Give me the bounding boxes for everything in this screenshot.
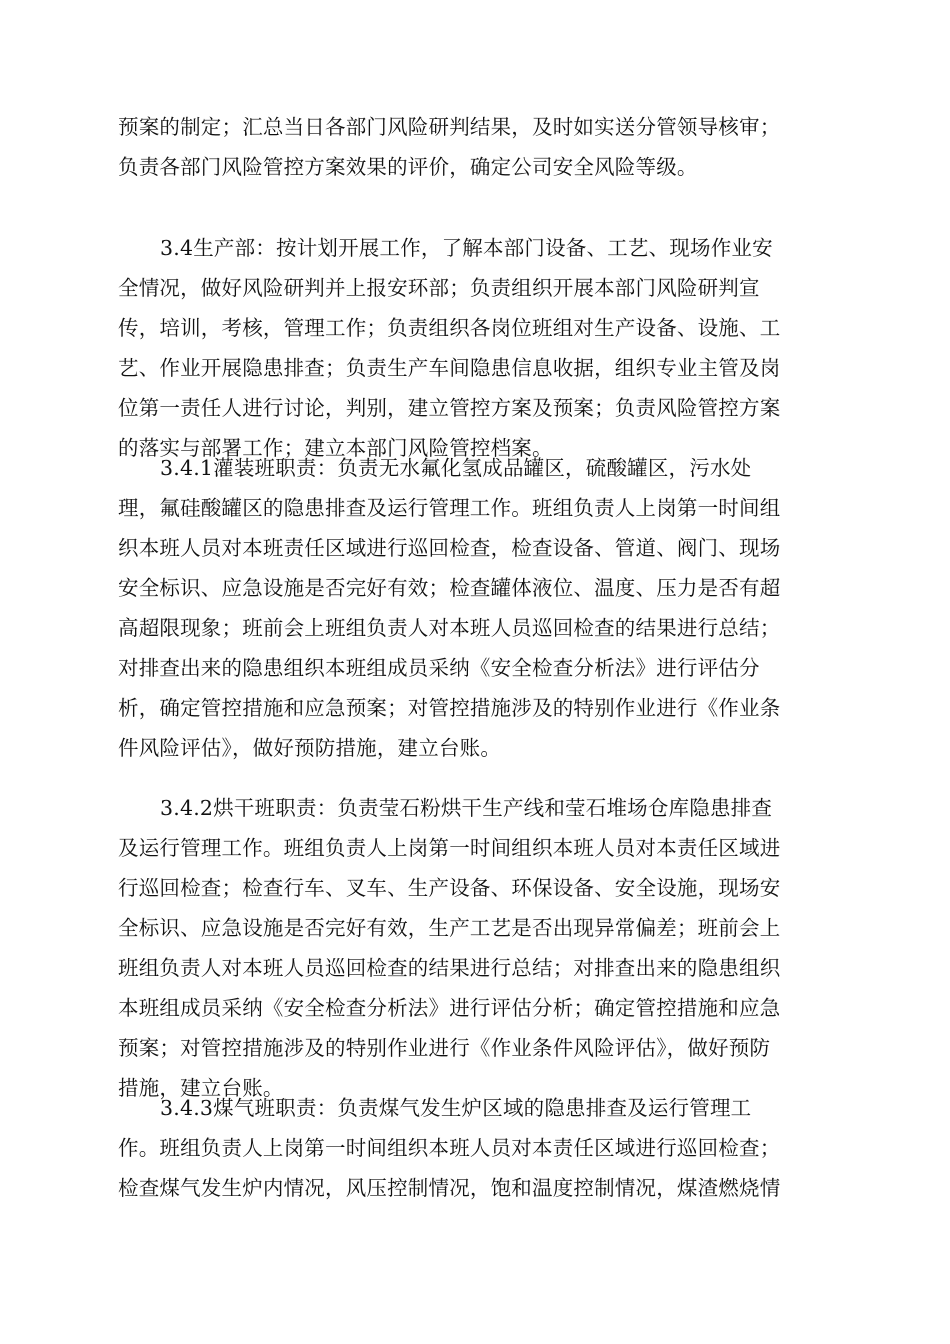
text-line: 措施，建立台账。 (118, 1076, 284, 1100)
text-line: 及运行管理工作。班组负责人上岗第一时间组织本班人员对本责任区域进 (118, 836, 781, 860)
text-line: 位第一责任人进行讨论，判别，建立管控方案及预案；负责风险管控方案 (118, 396, 781, 420)
text-line: 高超限现象；班前会上班组负责人对本班人员巡回检查的结果进行总结； (118, 616, 781, 640)
text-line: 本班组成员采纳《安全检查分析法》进行评估分析；确定管控措施和应急 (118, 996, 781, 1020)
text-line: 全标识、应急设施是否完好有效，生产工艺是否出现异常偏差；班前会上 (118, 916, 781, 940)
text-line: 3.4.2烘干班职责：负责莹石粉烘干生产线和莹石堆场仓库隐患排查 (160, 796, 773, 820)
paragraph-gas-team (118, 1088, 838, 1208)
text-line: 3.4.3煤气班职责：负责煤气发生炉区域的隐患排查及运行管理工 (160, 1096, 752, 1120)
paragraph-drying-team (118, 788, 838, 1108)
paragraph-plan-summary (118, 107, 838, 187)
text-line: 件风险评估》，做好预防措施，建立台账。 (118, 736, 502, 760)
text-line: 检查煤气发生炉内情况，风压控制情况，饱和温度控制情况，煤渣燃烧情 (118, 1176, 781, 1200)
text-line: 3.4生产部：按计划开展工作，了解本部门设备、工艺、现场作业安 (160, 236, 773, 260)
text-line: 传，培训，考核，管理工作；负责组织各岗位班组对生产设备、设施、工 (118, 316, 781, 340)
text-line: 对排查出来的隐患组织本班组成员采纳《安全检查分析法》进行评估分 (118, 656, 760, 680)
text-line: 3.4.1灌装班职责：负责无水氟化氢成品罐区，硫酸罐区，污水处 (160, 456, 752, 480)
text-line: 析，确定管控措施和应急预案；对管控措施涉及的特别作业进行《作业条 (118, 696, 781, 720)
text-line: 全情况，做好风险研判并上报安环部；负责组织开展本部门风险研判宣 (118, 276, 760, 300)
text-line: 负责各部门风险管控方案效果的评价，确定公司安全风险等级。 (118, 155, 698, 179)
text-line: 艺、作业开展隐患排查；负责生产车间隐患信息收据，组织专业主管及岗 (118, 356, 781, 380)
text-line: 织本班人员对本班责任区域进行巡回检查，检查设备、管道、阀门、现场 (118, 536, 781, 560)
text-line: 安全标识、应急设施是否完好有效；检查罐体液位、温度、压力是否有超 (118, 576, 781, 600)
text-line: 理，氟硅酸罐区的隐患排查及运行管理工作。班组负责人上岗第一时间组 (118, 496, 781, 520)
text-line: 班组负责人对本班人员巡回检查的结果进行总结；对排查出来的隐患组织 (118, 956, 781, 980)
text-line: 的落实与部署工作；建立本部门风险管控档案。 (118, 436, 553, 460)
paragraph-production-dept (118, 228, 838, 468)
text-line: 作。班组负责人上岗第一时间组织本班人员对本责任区域进行巡回检查； (118, 1136, 781, 1160)
paragraph-filling-team (118, 448, 838, 768)
text-line: 行巡回检查；检查行车、叉车、生产设备、环保设备、安全设施，现场安 (118, 876, 781, 900)
text-line: 预案；对管控措施涉及的特别作业进行《作业条件风险评估》，做好预防 (118, 1036, 771, 1060)
text-line: 预案的制定；汇总当日各部门风险研判结果，及时如实送分管领导核审； (118, 115, 781, 139)
